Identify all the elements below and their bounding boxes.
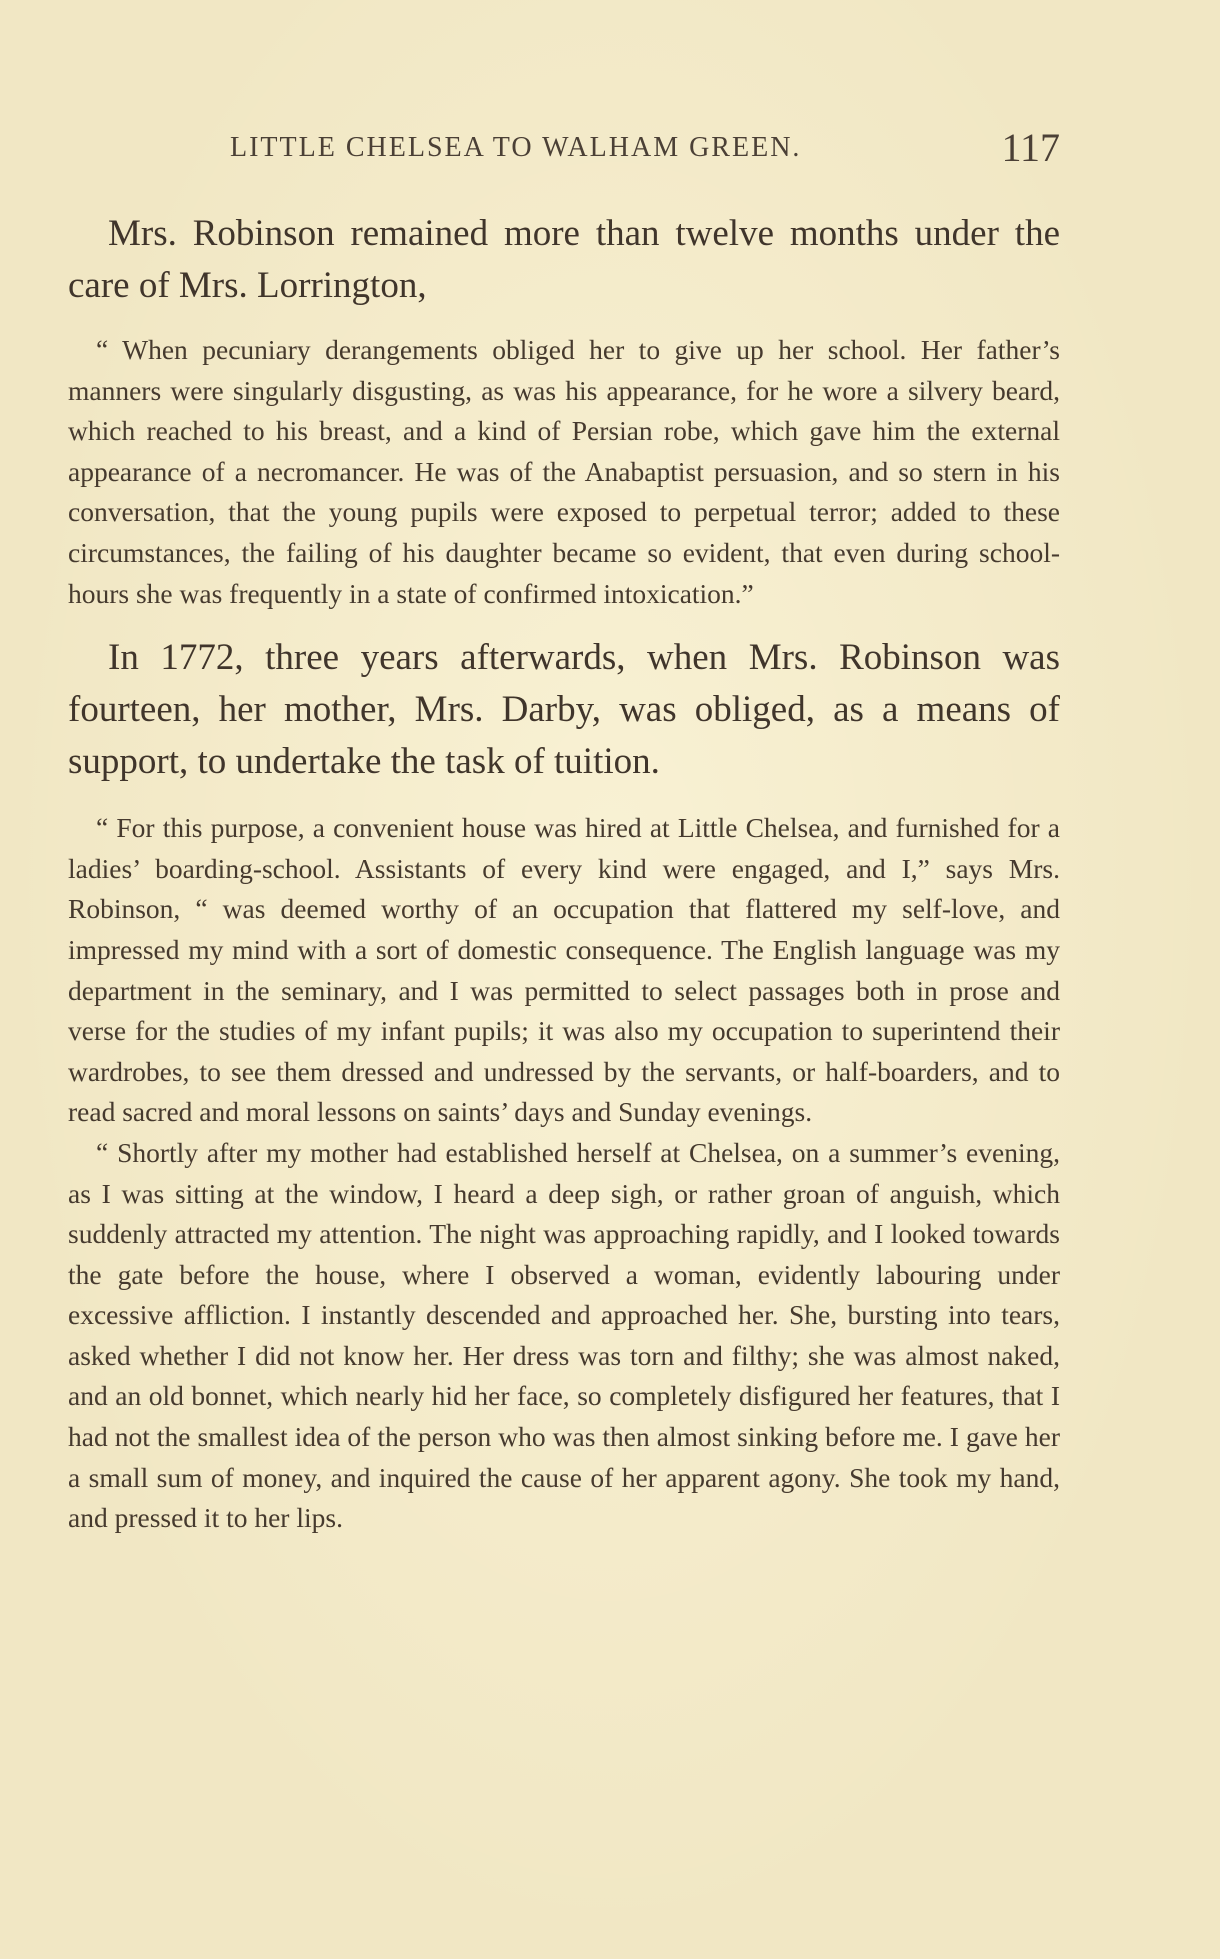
lead-paragraph-2: In 1772, three years afterwards, when Mrs. Robinson was fourteen, her mother, Mrs. Darby, was obliged, as a means of support, to undertake the task of tuition. <box>68 637 1060 783</box>
quoted-paragraph-3: “ Shortly after my mother had established herself at Chelsea, on a summer’s evening, as I was sitting at the window, I heard a deep sigh, or rather groan of anguish, which suddenly attracted my attention. The night was approaching rapidly, and I looked towards the gate before the house, where I observed a woman, evidently labouring under excessive affliction. I instantly descended and approached her. She, bursting into tears, asked whether I did not know her. Her dress was torn and filthy; she was almost naked, and an old bonnet, which nearly hid her face, so completely disfigured her features, that I had not the smallest idea of the person who was then almost sinking before me. I gave her a small sum of money, and inquired the cause of her apparent agony. She took my hand, and pressed it to her lips. <box>68 1136 1060 1534</box>
quoted-paragraph-1: “ When pecuniary derangements obliged her to give up her school. Her father’s manners were singularly disgusting, as was his appearance, for he wore a silvery beard, which reached to his breast, and a kind of Persian robe, which gave him the external appearance of a necromancer. He was of the Anabaptist persuasion, and so stern in his conversation, that the young pupils were exposed to perpetual terror; added to these circumstances, the failing of his daughter became so evident, that even during school-hours she was frequently in a state of confirmed intoxication.” <box>68 334 1060 609</box>
running-title: LITTLE CHELSEA TO WALHAM GREEN. <box>230 132 802 163</box>
lead-paragraph-1: Mrs. Robinson remained more than twelve months under the care of Mrs. Lorrington, <box>68 213 1060 306</box>
quoted-paragraph-2: “ For this purpose, a convenient house was hired at Little Chelsea, and furnished for a ladies’ boarding-school. Assistants of every kind were engaged, and I,” says Mrs. Robinson, “ was deemed worthy of an occupation that flattered my self-love, and impressed my mind with a sort of domestic consequence. The English language was my department in the seminary, and I was permitted to select passages both in prose and verse for the studies of my infant pupils; it was also my occupation to superintend their wardrobes, to see them dressed and undressed by the servants, or half-boarders, and to read sacred and moral lessons on saints’ days and Sunday evenings. <box>68 812 1060 1128</box>
page-number: 117 <box>1001 125 1060 170</box>
page-body <box>68 208 1060 1539</box>
running-head <box>190 124 1060 170</box>
